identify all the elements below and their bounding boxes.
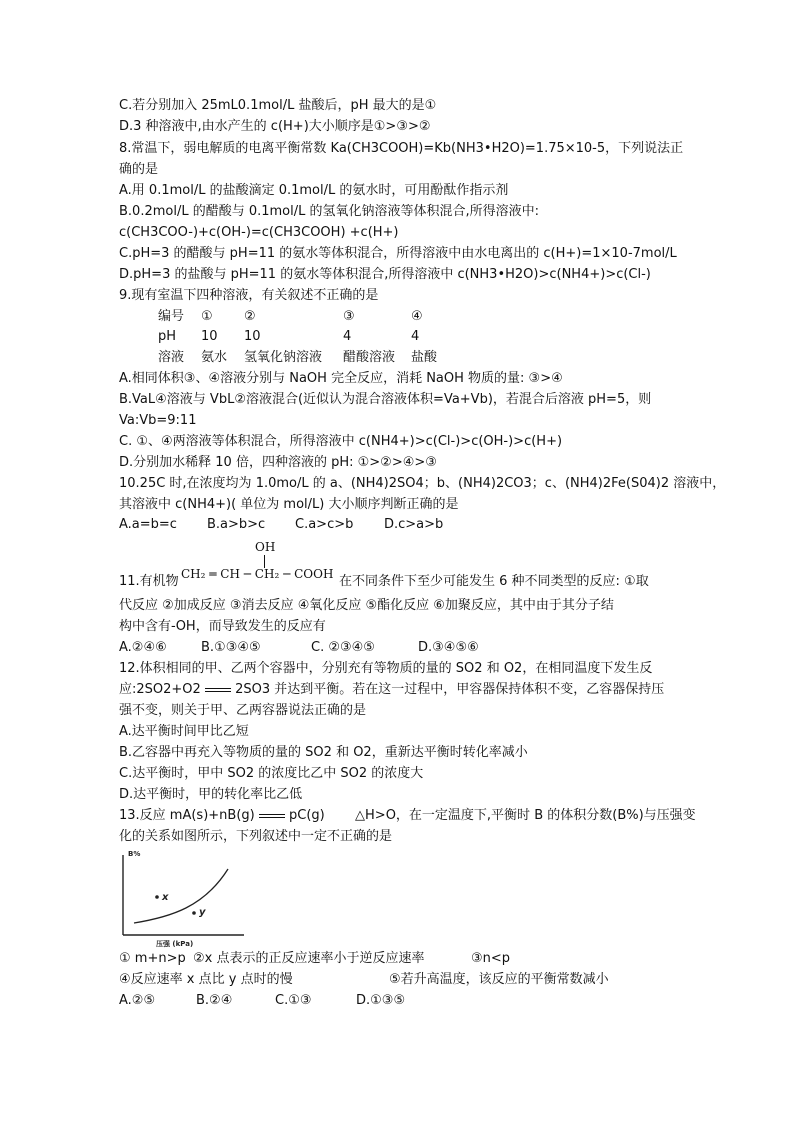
option-line: C.pH=3 的醋酸与 pH=11 的氨水等体积混合，所得溶液中由水电离出的 c(H+)=1×10-7mol/L <box>119 246 677 261</box>
text-line: 代反应 ②加成反应 ③消去反应 ④氧化反应 ⑤酯化反应 ⑥加聚反应，其中由于其分子结 <box>119 598 614 613</box>
equation-product: pC(g) <box>289 808 325 823</box>
table-cell: 氢氧化钠溶液 <box>244 350 323 365</box>
question-12-stem: 12.体积相同的甲、乙两个容器中，分别充有等物质的量的 SO2 和 O2，在相同温度下发生反 <box>119 661 653 676</box>
table-cell: 编号 <box>158 309 185 324</box>
table-cell: ③ <box>343 309 355 324</box>
equilibrium-arrow-icon <box>205 686 231 694</box>
text-line: D.3 种溶液中,由水产生的 c(H+)大小顺序是①>③>② <box>119 119 431 134</box>
option-line: D.pH=3 的盐酸与 pH=11 的氨水等体积混合,所得溶液中 c(NH3•H2O)>c(NH4+)>c(Cl-) <box>119 267 651 282</box>
option-a: A.a=b=c <box>119 517 177 532</box>
equilibrium-arrow-icon <box>259 812 285 820</box>
option-line: D.分别加水稀释 10 倍，四种溶液的 pH: ①>②>④>③ <box>119 455 437 470</box>
equation-left: 应:2SO2+O2 <box>119 682 201 697</box>
question-13-stem <box>119 806 696 826</box>
option-line: B.VaL④溶液与 VbL②溶液混合(近似认为混合溶液体积=Va+Vb)，若混合后溶液 pH=5，则 <box>119 392 652 407</box>
text-line: 确的是 <box>119 162 159 177</box>
option-d: D.①③⑤ <box>356 993 406 1008</box>
table-cell: 氨水 <box>201 350 228 365</box>
option-line: B.乙容器中再充入等物质的量的 SO2 和 O2，重新达平衡时转化率减小 <box>119 745 528 760</box>
text-line: Va:Vb=9:11 <box>119 413 197 428</box>
point-x-dot <box>155 895 159 899</box>
question-10-stem: 10.25C 时,在浓度均为 1.0mo/L 的 a、(NH4)2SO4；b、(NH4)2CO3；c、(NH4)2Fe(S04)2 溶液中， <box>119 476 726 491</box>
table-cell: pH <box>158 329 177 344</box>
option-d: D.c>a>b <box>384 517 444 532</box>
option-b: B.②④ <box>196 993 233 1008</box>
y-axis-label: B% <box>128 850 141 858</box>
text-line: 构中含有-OH，而导致发生的反应有 <box>119 619 326 634</box>
option-line: C. ①、④两溶液等体积混合，所得溶液中 c(NH4+)>c(Cl-)>c(OH-)>c(H+) <box>119 434 563 449</box>
question-11-text: 在不同条件下至少可能发生 6 种不同类型的反应: ①取 <box>339 574 649 589</box>
text-line: C.若分别加入 25mL0.1mol/L 盐酸后，pH 最大的是① <box>119 98 437 113</box>
option-a: A.②⑤ <box>119 993 156 1008</box>
table-cell: 溶液 <box>158 350 185 365</box>
text-line: 化的关系如图所示，下列叙述中一定不正确的是 <box>119 829 393 844</box>
pressure-graph <box>116 847 256 949</box>
option-a: A.②④⑥ <box>119 640 167 655</box>
statement-3: ③n<p <box>471 951 511 966</box>
option-line: A.相同体积③、④溶液分别与 NaOH 完全反应，消耗 NaOH 物质的量: ③>④ <box>119 371 563 386</box>
option-line: A.用 0.1mol/L 的盐酸滴定 0.1mol/L 的氨水时，可用酚酞作指示剂 <box>119 183 509 198</box>
x-axis-label: 压强 (kPa) <box>156 940 194 948</box>
option-b: B.a>b>c <box>207 517 266 532</box>
question-13-text: △H>O，在一定温度下,平衡时 B 的体积分数(B%)与压强变 <box>355 808 696 823</box>
table-cell: 10 <box>201 329 218 344</box>
table-cell: 盐酸 <box>411 350 438 365</box>
equation-left: 13.反应 mA(s)+nB(g) <box>119 808 255 823</box>
table-cell: 4 <box>343 329 352 344</box>
option-b: B.①③④⑤ <box>201 640 261 655</box>
option-c: C.a>c>b <box>295 517 354 532</box>
table-cell: ① <box>201 309 213 324</box>
option-d: D.③④⑤⑥ <box>418 640 479 655</box>
point-y-dot <box>192 911 196 915</box>
text-line: 强不变，则关于甲、乙两容器说法正确的是 <box>119 703 367 718</box>
hydroxyl-label: OH <box>255 540 276 554</box>
equilibrium-curve <box>134 869 228 923</box>
question-8-stem: 8.常温下，弱电解质的电离平衡常数 Ka(CH3COOH)=Kb(NH3•H2O)=1.75×10-5，下列说法正 <box>119 141 684 156</box>
question-9-stem: 9.现有室温下四种溶液，有关叙述不正确的是 <box>119 288 379 303</box>
table-cell: 10 <box>244 329 261 344</box>
structural-formula <box>181 540 339 586</box>
statement-4: ④反应速率 x 点比 y 点时的慢 <box>119 972 293 987</box>
table-cell: 4 <box>411 329 420 344</box>
statement-2: ②x 点表示的正反应速率小于逆反应速率 <box>193 951 425 966</box>
statement-1: ① m+n>p <box>119 951 186 966</box>
table-cell: 醋酸溶液 <box>343 350 396 365</box>
text-line: 其溶液中 c(NH4+)( 单位为 mol/L) 大小顺序判断正确的是 <box>119 497 459 512</box>
table-cell: ④ <box>411 309 423 324</box>
point-x-label: x <box>162 892 169 903</box>
text-line <box>119 680 664 700</box>
equation-right: 2SO3 并达到平衡。若在这一过程中，甲容器保持体积不变，乙容器保持压 <box>235 682 665 697</box>
option-line: D.达平衡时，甲的转化率比乙低 <box>119 787 303 802</box>
formula-chain: CH₂ ═ CH ─ CH₂ ─ COOH <box>181 567 334 581</box>
point-y-label: y <box>199 907 206 918</box>
table-cell: ② <box>244 309 256 324</box>
option-line: C.达平衡时，甲中 SO2 的浓度比乙中 SO2 的浓度大 <box>119 766 424 781</box>
question-11-prefix: 11.有机物 <box>119 574 179 589</box>
option-c: C.①③ <box>275 993 312 1008</box>
option-line: B.0.2mol/L 的醋酸与 0.1mol/L 的氢氧化钠溶液等体积混合,所得溶液中: <box>119 204 540 219</box>
option-line: A.达平衡时间甲比乙短 <box>119 724 249 739</box>
statement-5: ⑤若升高温度，该反应的平衡常数减小 <box>389 972 609 987</box>
option-c: C. ②③④⑤ <box>311 640 375 655</box>
text-line: c(CH3COO-)+c(OH-)=c(CH3COOH) +c(H+) <box>119 225 399 240</box>
